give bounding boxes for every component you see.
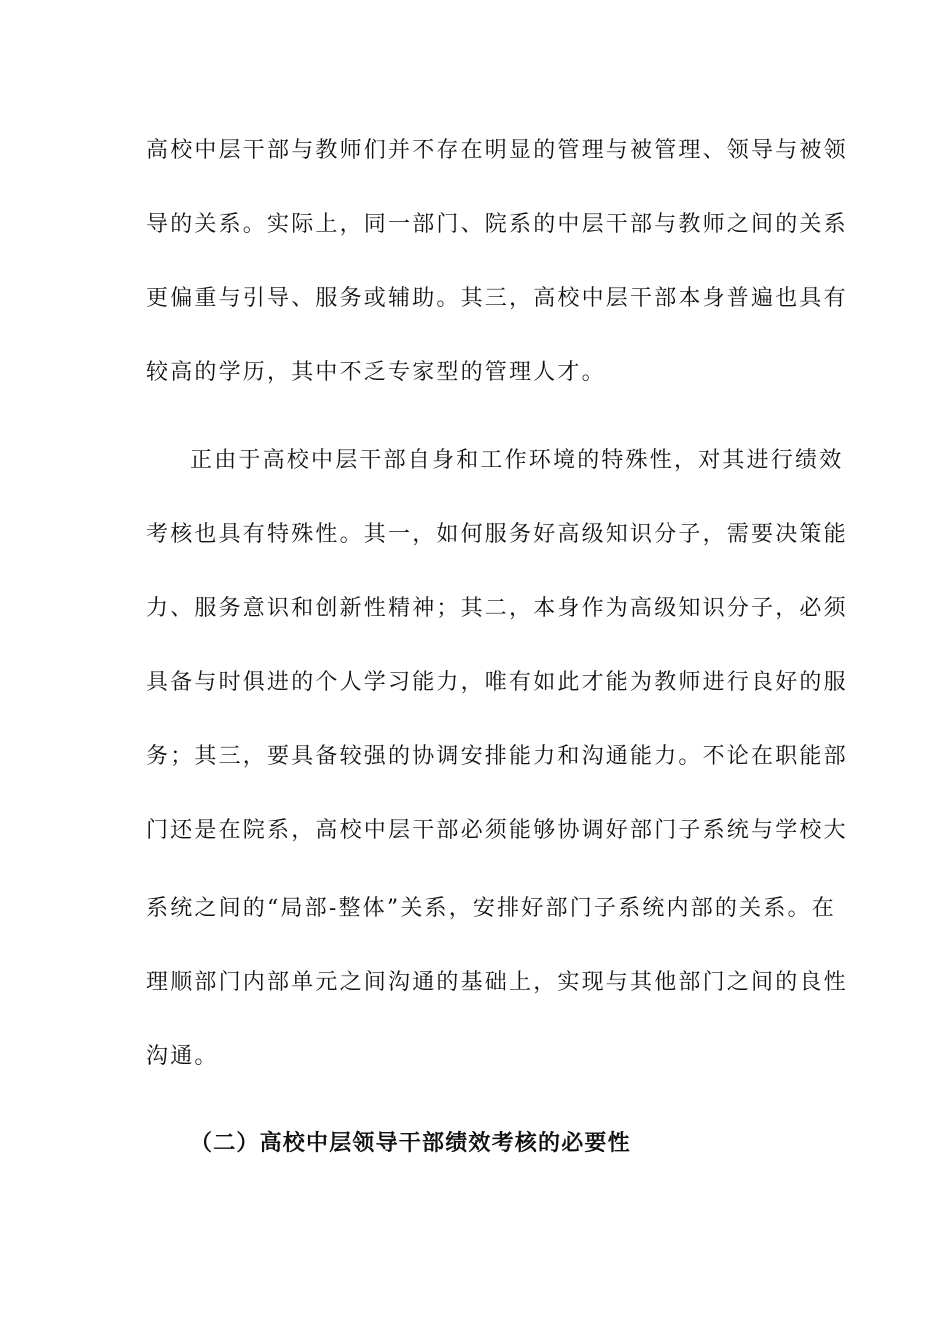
paragraph-line: 正由于高校中层干部自身和工作环境的特殊性，对其进行绩效 — [190, 448, 844, 473]
paragraph-line: 高校中层干部与教师们并不存在明显的管理与被管理、领导与被领 — [146, 138, 848, 163]
paragraph-line: 系统之间的“局部-整体”关系，安排好部门子系统内部的关系。在 — [146, 896, 836, 921]
section-heading: （二）高校中层领导干部绩效考核的必要性 — [190, 1130, 631, 1156]
paragraph-line: 门还是在院系，高校中层干部必须能够协调好部门子系统与学校大 — [146, 818, 848, 843]
paragraph-line: 务；其三，要具备较强的协调安排能力和沟通能力。不论在职能部 — [146, 744, 848, 769]
paragraph-line: 更偏重与引导、服务或辅助。其三，高校中层干部本身普遍也具有 — [146, 286, 848, 311]
paragraph-line: 沟通。 — [146, 1044, 219, 1069]
paragraph-line: 导的关系。实际上，同一部门、院系的中层干部与教师之间的关系 — [146, 212, 848, 237]
paragraph-line: 考核也具有特殊性。其一，如何服务好高级知识分子，需要决策能 — [146, 522, 848, 547]
paragraph-line: 具备与时俱进的个人学习能力，唯有如此才能为教师进行良好的服 — [146, 670, 848, 695]
paragraph-line: 力、服务意识和创新性精神；其二，本身作为高级知识分子，必须 — [146, 596, 848, 621]
paragraph-line: 理顺部门内部单元之间沟通的基础上，实现与其他部门之间的良性 — [146, 970, 848, 995]
paragraph-line: 较高的学历，其中不乏专家型的管理人才。 — [146, 360, 606, 385]
